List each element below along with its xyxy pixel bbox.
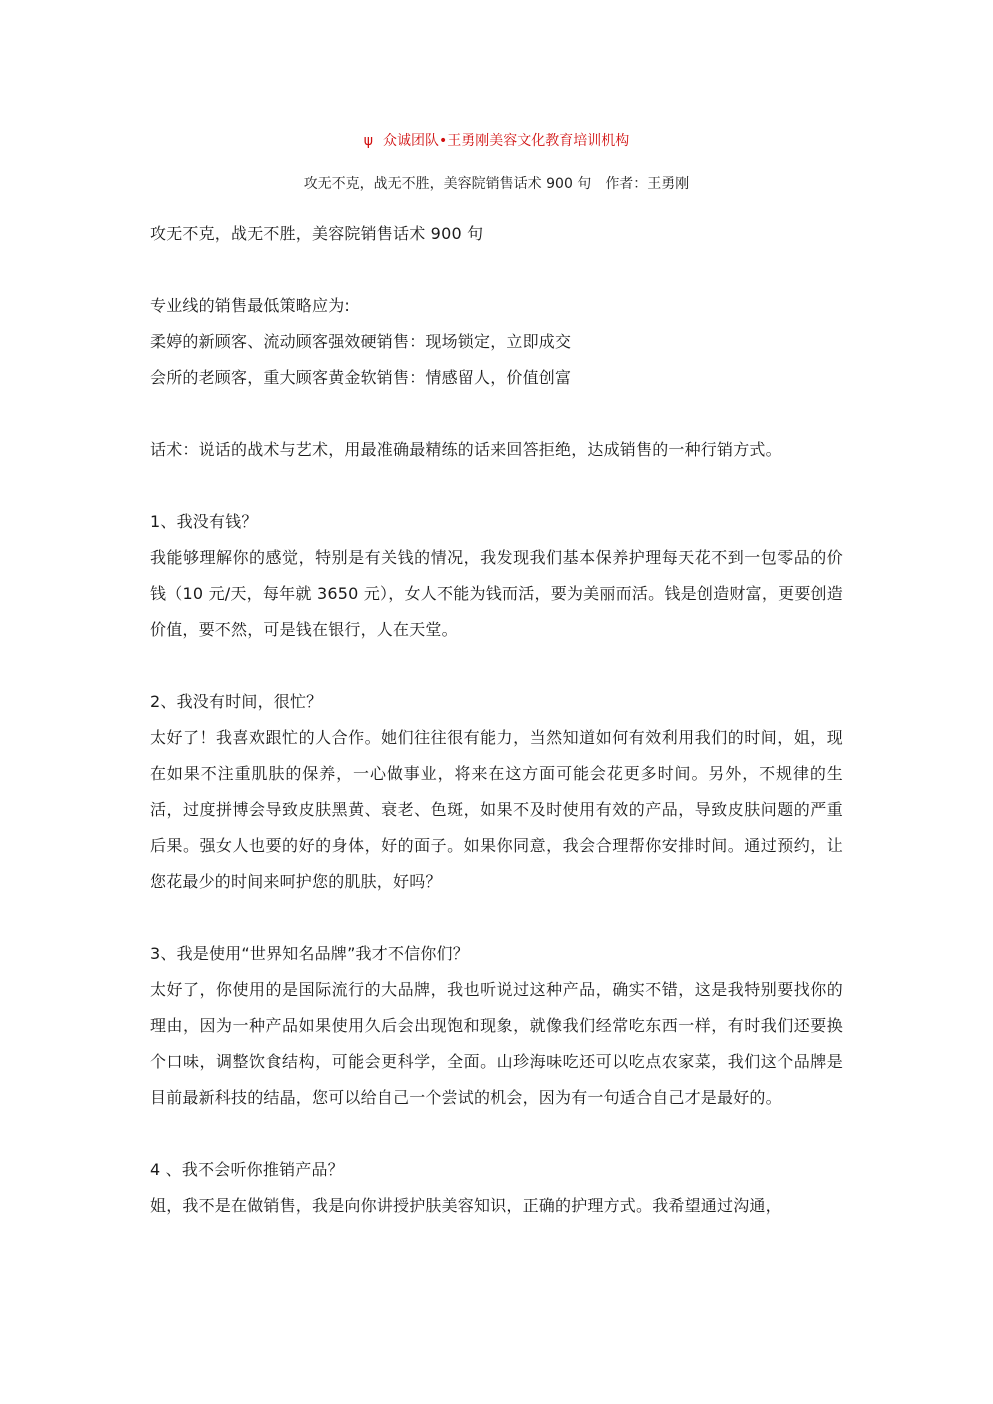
question-heading: 4 、我不会听你推销产品？ <box>150 1160 344 1179</box>
author-line: 作者：王勇刚 <box>605 176 690 192</box>
answer-paragraph: 姐，我不是在做销售，我是向你讲授护肤美容知识，正确的护理方式。我希望通过沟通， <box>150 1196 782 1215</box>
answer-paragraph: 我能够理解你的感觉，特别是有关钱的情况，我发现我们基本保养护理每天花不到一包零品的价钱（10 元/天，每年就 3650 元），女人不能为钱而活，要为美丽而活。钱是创造财富，更要创造价值，要不然，可是钱在银行，人在天堂。 <box>150 548 843 639</box>
subtitle-text: 攻无不克，战无不胜，美容院销售话术 900 句 <box>303 176 592 192</box>
answer-paragraph: 太好了，你使用的是国际流行的大品牌，我也听说过这种产品，确实不错，这是我特别要找你的理由，因为一种产品如果使用久后会出现饱和现象，就像我们经常吃东西一样，有时我们还要换个口味，调整饮食结构，可能会更科学，全面。山珍海味吃还可以吃点农家菜，我们这个品牌是目前最新科技的结晶，您可以给自己一个尝试的机会，因为有一句适合自己才是最好的。 <box>150 980 843 1107</box>
organization-title <box>0 131 993 151</box>
strategy-heading: 专业线的销售最低策略应为: <box>150 296 350 315</box>
psi-mark: ψ <box>363 133 373 149</box>
answer-paragraph: 太好了！我喜欢跟忙的人合作。她们往往很有能力，当然知道如何有效利用我们的时间，姐，现在如果不注重肌肤的保养，一心做事业，将来在这方面可能会花更多时间。另外，不规律的生活，过度拼博会导致皮肤黑黄、衰老、色斑，如果不及时使用有效的产品，导致皮肤问题的严重后果。强女人也要的好的身体，好的面子。如果你同意，我会合理帮你安排时间。通过预约，让您花最少的时间来呵护您的肌肤，好吗？ <box>150 728 843 891</box>
organization-name: 众诚团队•王勇刚美容文化教育培训机构 <box>382 133 630 149</box>
document-body <box>150 216 843 1224</box>
question-heading: 1、我没有钱？ <box>150 512 258 531</box>
question-heading: 3、我是使用“世界知名品牌”我才不信你们？ <box>150 944 469 963</box>
strategy-line-new-customers: 柔婷的新顾客、流动顾客强效硬销售：现场锁定，立即成交 <box>150 332 572 351</box>
question-heading: 2、我没有时间，很忙？ <box>150 692 323 711</box>
definition-line: 话术：说话的战术与艺术，用最准确最精练的话来回答拒绝，达成销售的一种行销方式。 <box>150 440 782 459</box>
strategy-line-old-customers: 会所的老顾客，重大顾客黄金软销售：情感留人，价值创富 <box>150 368 572 387</box>
document-subtitle <box>0 173 993 195</box>
intro-title: 攻无不克，战无不胜，美容院销售话术 900 句 <box>150 224 484 243</box>
